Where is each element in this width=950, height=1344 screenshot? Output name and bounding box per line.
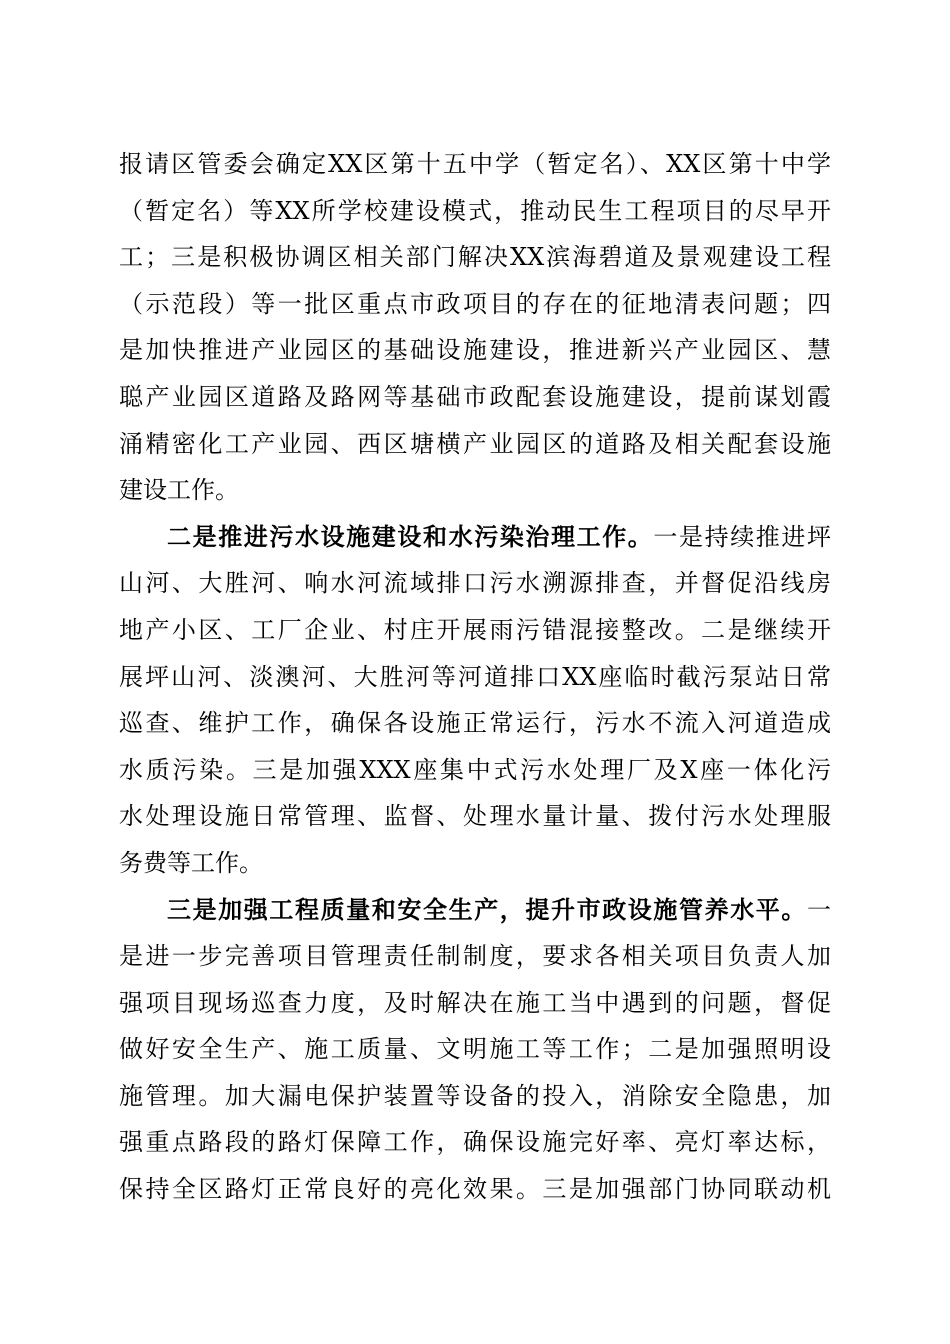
paragraph-3-first-line: [119, 887, 831, 934]
paragraph-1-line-4: （示范段）等一批区重点市政项目的存在的征地清表问题；四: [119, 289, 831, 318]
paragraph-2-line-4: 展坪山河、淡澳河、大胜河等河道排口XX座临时截污泵站日常: [119, 662, 831, 691]
paragraph-3-line-7: 保持全区路灯正常良好的亮化效果。三是加强部门协同联动机: [119, 1175, 831, 1204]
document-body: [119, 141, 831, 1213]
paragraph-1-line-7: 涌精密化工产业园、西区塘横产业园区的道路及相关配套设施: [119, 429, 831, 458]
paragraph-2-heading: 二是推进污水设施建设和水污染治理工作。: [167, 521, 654, 551]
paragraph-3-first-line-text: 一: [807, 895, 831, 924]
paragraph-2-line-6: 水质污染。三是加强XXX座集中式污水处理厂及X座一体化污: [119, 755, 831, 784]
paragraph-3-line-3: 强项目现场巡查力度，及时解决在施工当中遇到的问题，督促: [119, 988, 831, 1017]
paragraph-1-line-1: 报请区管委会确定XX区第十五中学（暂定名）、XX区第十中学: [119, 150, 831, 178]
paragraph-2-line-5: 巡查、维护工作，确保各设施正常运行，污水不流入河道造成: [119, 709, 831, 738]
paragraph-3-line-6: 强重点路段的路灯保障工作，确保设施完好率、亮灯率达标，: [119, 1128, 831, 1157]
paragraph-3-line-4: 做好安全生产、施工质量、文明施工等工作；二是加强照明设: [119, 1035, 831, 1064]
paragraph-3-heading: 三是加强工程质量和安全生产，提升市政设施管养水平。: [167, 894, 807, 924]
paragraph-2-first-line-text: 一是持续推进坪: [653, 522, 832, 551]
paragraph-2-line-2: 山河、大胜河、响水河流域排口污水溯源排查，并督促沿线房: [119, 569, 831, 598]
paragraph-2-line-3: 地产小区、工厂企业、村庄开展雨污错混接整改。二是继续开: [119, 615, 831, 644]
paragraph-1-line-3: 工；三是积极协调区相关部门解决XX滨海碧道及景观建设工程: [119, 243, 831, 272]
paragraph-2-line-7: 水处理设施日常管理、监督、处理水量计量、拨付污水处理服: [119, 802, 831, 831]
paragraph-1-line-6: 聪产业园区道路及路网等基础市政配套设施建设，提前谋划霞: [119, 382, 831, 411]
paragraph-3-line-5: 施管理。加大漏电保护装置等设备的投入，消除安全隐患，加: [119, 1081, 831, 1110]
paragraph-1-line-2: （暂定名）等XX所学校建设模式，推动民生工程项目的尽早开: [119, 196, 831, 225]
paragraph-1-line-5: 是加快推进产业园区的基础设施建设，推进新兴产业园区、慧: [119, 336, 831, 365]
paragraph-2-line-8: 务费等工作。: [119, 848, 263, 877]
paragraph-2-first-line: [119, 514, 831, 561]
paragraph-1-line-8: 建设工作。: [119, 476, 239, 505]
paragraph-3-line-2: 是进一步完善项目管理责任制制度，要求各相关项目负责人加: [119, 942, 831, 971]
